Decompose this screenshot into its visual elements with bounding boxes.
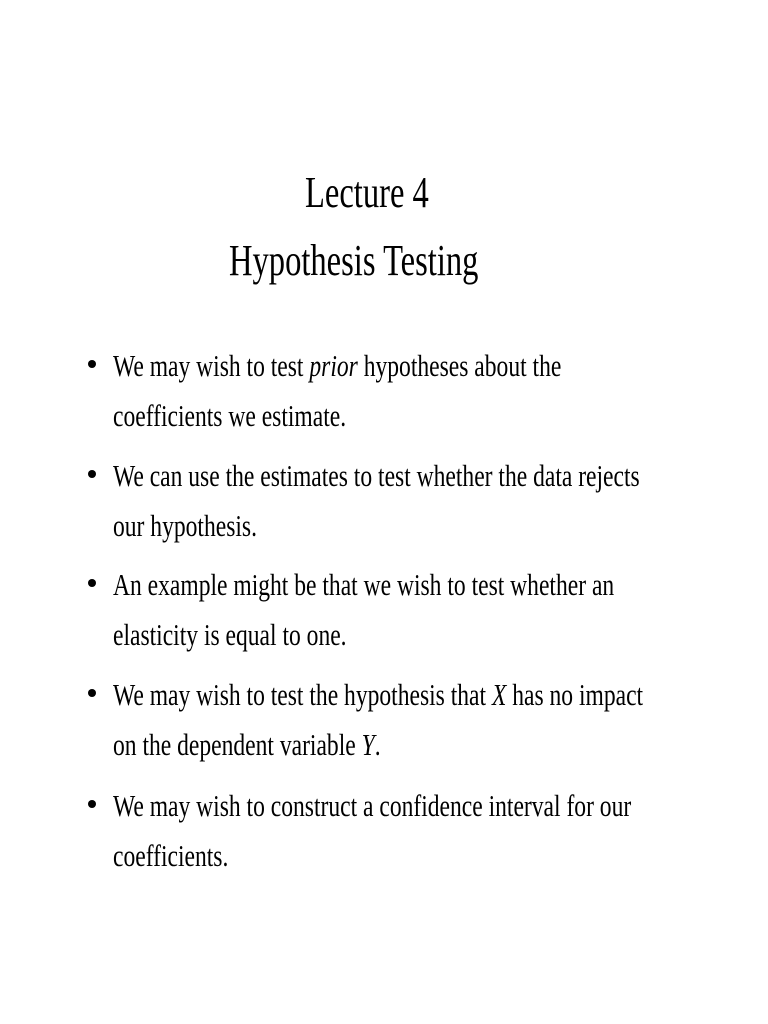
bullet-4-line-2 [113, 727, 381, 763]
bullet-3-line-1: An example might be that we wish to test whether an [113, 567, 615, 602]
bullet-1-line-2: coefficients we estimate. [113, 398, 347, 433]
bullet-5-line-1: We may wish to construct a confidence interval for our [113, 788, 632, 823]
bullet-4-text-a: We may wish to test the hypothesis that [113, 677, 492, 712]
bullet-5-line-2: coefficients. [113, 838, 229, 873]
bullet-1-italic-prior: prior [309, 348, 358, 383]
bullet-4-line-1 [113, 677, 643, 713]
bullet-dot-3 [88, 579, 96, 587]
bullet-4-line-2-text-b: . [374, 727, 381, 762]
bullet-2-line-1: We can use the estimates to test whether the data rejects [113, 458, 640, 493]
lecture-topic-title: Hypothesis Testing [229, 236, 479, 285]
bullet-dot-1 [88, 360, 96, 368]
bullet-dot-4 [88, 689, 96, 697]
bullet-1-text-b: hypotheses about the [357, 348, 562, 383]
bullet-4-italic-y: Y [361, 727, 375, 762]
bullet-1-line-1 [113, 348, 561, 384]
bullet-4-text-b: has no impact [506, 677, 644, 712]
lecture-number-title: Lecture 4 [305, 168, 429, 217]
bullet-4-italic-x: X [491, 677, 507, 712]
bullet-4-line-2-text-a: on the dependent variable [113, 727, 362, 762]
bullet-1-text-a: We may wish to test [113, 348, 310, 383]
bullet-dot-5 [88, 800, 96, 808]
bullet-2-line-2: our hypothesis. [113, 508, 257, 543]
bullet-dot-2 [88, 470, 96, 478]
bullet-3-line-2: elasticity is equal to one. [113, 617, 347, 652]
